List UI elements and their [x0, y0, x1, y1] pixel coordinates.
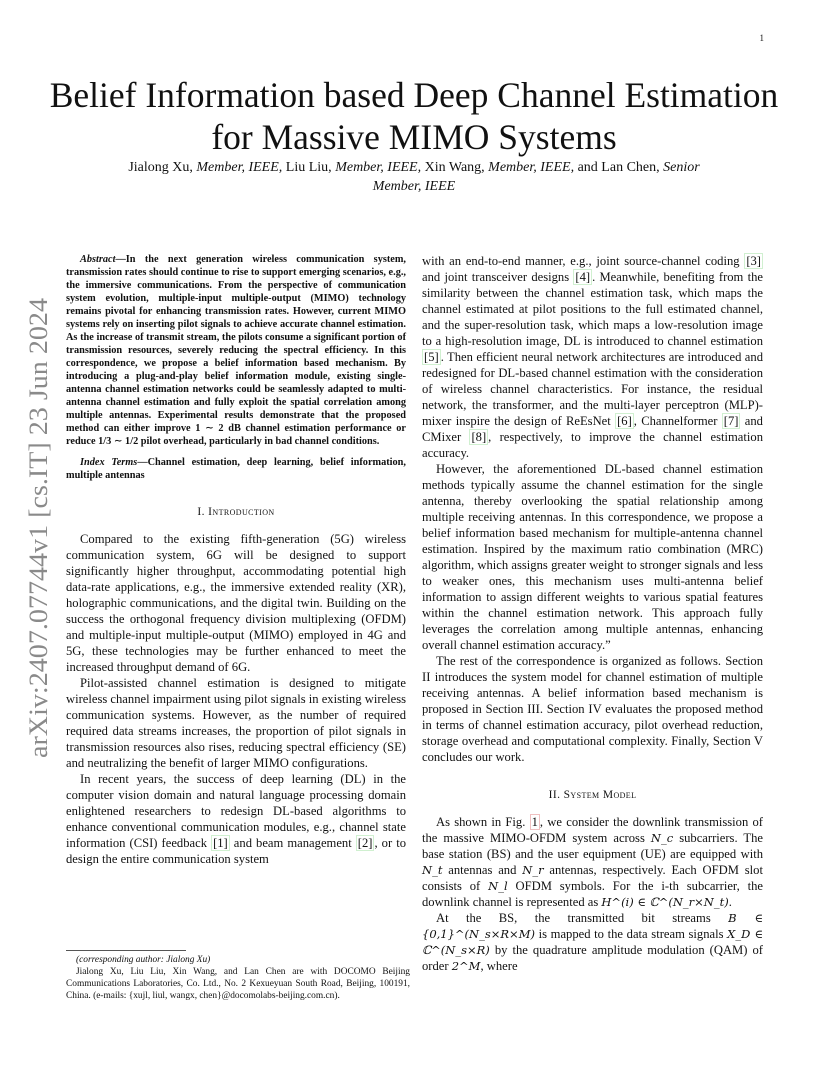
citation-link-7[interactable]: [7]: [723, 414, 739, 428]
intro-paragraph-3: [66, 771, 406, 867]
index-terms-text: —Channel estimation, deep learning, belief information, multiple antennas: [66, 457, 406, 481]
math-H: H^(i) ∈ ℂ^(N_r×N_t): [601, 895, 729, 909]
right-paragraph-1: [422, 253, 763, 461]
sysmodel-paragraph-1: [422, 814, 763, 910]
math-Nl: N_l: [488, 879, 508, 893]
left-column: [66, 253, 406, 867]
intro-paragraph-2: Pilot-assisted channel estimation is designed to mitigate wireless channel impairment using pilot signals in existing wireless communication systems. However, as the number of required required data streams increases, the proportion of pilot signals in transmission resources also rises, reducing spectral efficiency (SE) and neutralizing the benefit of larger MIMO configurations.: [66, 676, 406, 770]
math-Nt: N_t: [422, 863, 443, 877]
section-heading-system-model: II. System Model: [548, 789, 637, 801]
intro-paragraph-1: Compared to the existing fifth-generation (5G) wireless communication system, 6G will be designed to support significantly higher throughput, accommodating potential high data-rate applications, e.g., the immersive extended reality (XR), holographic communications, and the digital twin. Building on the success the orthogonal frequency division multiplexing (OFDM) and multiple-input multiple-output (MIMO) employed in 4G and 5G, these technologies may be further enhanced to meet the increased throughput demand of 6G.: [66, 532, 406, 674]
r-p1-a: with an end-to-end manner, e.g., joint source-channel coding: [422, 254, 745, 268]
title-line-1: Belief Information based Deep Channel Estimation: [49, 75, 779, 115]
s-p1-g: .: [728, 895, 732, 909]
citation-link-8[interactable]: [8]: [471, 430, 487, 444]
s-p2-a: At the BS, the transmitted bit streams: [436, 911, 729, 925]
intro-p3-text-a: In recent years, the success of deep learning (DL) in the computer vision domain and natural language processing domain enlightened researchers to redesign DL-based algorithms to enhance conventional communication modules, e.g., channel state information (CSI) feedback: [66, 772, 406, 850]
citation-link-3[interactable]: [3]: [746, 254, 761, 268]
s-p1-d: antennas and: [442, 863, 523, 877]
math-XD: X_D ∈ ℂ^(N_s×R): [422, 927, 764, 957]
author-4-role-1: Senior: [663, 160, 700, 175]
figure-link-1[interactable]: 1: [531, 815, 538, 829]
math-Nr: N_r: [522, 863, 544, 877]
footnote: [66, 950, 410, 1002]
r-p1-e: , Channelformer: [633, 414, 722, 428]
right-column: [422, 253, 763, 974]
author-4: and Lan Chen,: [577, 160, 660, 175]
sysmodel-paragraph-2: [422, 910, 763, 974]
math-B: B ∈ {0,1}^(N_s×R×M): [422, 911, 763, 941]
page-number: 1: [759, 33, 764, 43]
r-p1-d: . Then efficient neural network architectures are introduced and redesigned for DL-based channel estimation with the consideration of wireless channel characteristics. For instance, the residual network, the transformer, and the multi-layer perceptron (MLP)-mixer inspire the design of ReEsNet: [422, 350, 763, 428]
author-4-role-2: Member, IEEE: [372, 178, 456, 194]
author-2: Liu Liu,: [285, 160, 332, 175]
math-2M: 2^M: [451, 959, 481, 973]
author-2-role: Member, IEEE,: [335, 160, 422, 175]
author-list: [60, 159, 768, 196]
author-3-role: Member, IEEE,: [488, 160, 575, 175]
s-p1-b: , we consider the downlink transmission of the massive MIMO-OFDM system across: [422, 815, 763, 845]
author-1: Jialong Xu,: [128, 160, 193, 175]
index-terms: [66, 456, 406, 482]
s-p1-c: subcarriers. The base station (BS) and the user equipment (UE) are equipped with: [422, 831, 763, 861]
citation-link-4[interactable]: [4]: [575, 270, 591, 284]
right-paragraph-2: However, the aforementioned DL-based channel estimation methods typically assume the channel estimation for the single antenna, thereby overlooking the spatial relationship among multiple receiving antennas. In this correspondence, we propose a belief information based mechanism for multiple-antenna channel estimation. Inspired by the maximum ratio combination (MRC) algorithm, which assigns greater weight to stronger signals and less to weaker ones, this mechanism uses multi-antenna belief information to assign different weights to various spatial features within the channel estimation network. This approach fully leverages the correlation among multiple antennas, enhancing overall channel estimation accuracy.”: [422, 462, 763, 652]
intro-p3-text-b: and beam management: [229, 836, 356, 850]
r-p1-g: , respectively, to improve the channel estimation accuracy.: [422, 430, 763, 460]
s-p1-f: OFDM symbols. For the i-th subcarrier, the downlink channel is represented as: [422, 879, 764, 909]
abstract-label: Abstract: [80, 254, 116, 265]
r-p1-b: and joint transceiver designs: [422, 270, 574, 284]
paper-title: [40, 74, 788, 158]
author-3: Xin Wang,: [424, 160, 485, 175]
r-p1-f: and CMixer: [422, 414, 763, 444]
arxiv-stamp-svg: [20, 296, 54, 760]
corresponding-author: (corresponding author: Jialong Xu): [76, 955, 211, 965]
arxiv-stamp-text: arXiv:2407.07744v1 [cs.IT] 23 Jun 2024: [24, 331, 53, 758]
affiliation-note: Jialong Xu, Liu Liu, Xin Wang, and Lan Chen are with DOCOMO Beijing Communications Laboratories, Co. Ltd., No. 2 Kexueyuan South Road, Beijing, 100191, China. (e-mails: {xujl, liul, wangx, chen}@docomolabs-beijing.com.cn).: [66, 967, 410, 1001]
r-p1-c: . Meanwhile, benefiting from the similarity between the channel estimation task, which maps the channel estimated at pilot positions to the full estimated channel, and the super-resolution task, which maps a low-resolution image to a high-resolution image, DL is introduced to channel estimation: [422, 270, 764, 348]
abstract: [66, 253, 406, 448]
s-p2-b: is mapped to the data stream signals: [534, 927, 728, 941]
s-p2-c: by the quadrature amplitude modulation (QAM) of order: [422, 943, 763, 973]
citation-link-1[interactable]: [1]: [213, 836, 228, 850]
citation-link-5[interactable]: [5]: [424, 350, 439, 364]
math-Nc: N_c: [650, 831, 674, 845]
s-p1-a: As shown in Fig.: [436, 815, 530, 829]
abstract-text: —In the next generation wireless communication system, transmission rates should continue to rise to support emerging scenarios, e.g., the immersive communications. From the perspective of communication system evolution, multiple-input multiple-output (MIMO) technology remains pivotal for enhancing transmission rates. However, current MIMO systems rely on inserting pilot signals to achieve accurate channel estimation. As the increase of transmit stream, the pilots consume a significant portion of transmission resources, severely reducing the spectral efficiency. In this correspondence, we propose a belief information based mechanism. By introducing a plug-and-play belief information module, existing single-antenna channel estimation networks could be seamlessly adapted to multi-antenna channel estimation and fully exploit the spatial correlation among multiple antennas. Experimental results demonstrate that the proposed method can either improve 1 ∼ 2 dB channel estimation performance or reduce 1/3 ∼ 1/2 pilot overhead, particularly in bad channel conditions.: [66, 254, 406, 447]
section-heading-introduction: I. Introduction: [197, 506, 275, 518]
citation-link-6[interactable]: [6]: [617, 414, 632, 428]
index-terms-label: Index Terms: [80, 457, 138, 468]
citation-link-2[interactable]: [2]: [357, 836, 373, 850]
arxiv-stamp: [20, 296, 54, 760]
footnote-rule: [66, 950, 186, 951]
s-p1-e: antennas, respectively. Each OFDM slot consists of: [422, 863, 763, 893]
s-p2-d: , where: [480, 959, 518, 973]
author-1-role: Member, IEEE,: [196, 160, 283, 175]
intro-p3-text-c: , or to design the entire communication system: [66, 836, 406, 866]
title-line-2: for Massive MIMO Systems: [211, 117, 617, 157]
right-paragraph-3: The rest of the correspondence is organized as follows. Section II introduces the system model for channel estimation of multiple receiving antennas. A belief information based mechanism is proposed in Section III. Section IV evaluates the proposed method in terms of channel estimation accuracy, pilot overhead reduction, storage overhead and computational complexity. Finally, Section V concludes our work.: [422, 654, 763, 764]
